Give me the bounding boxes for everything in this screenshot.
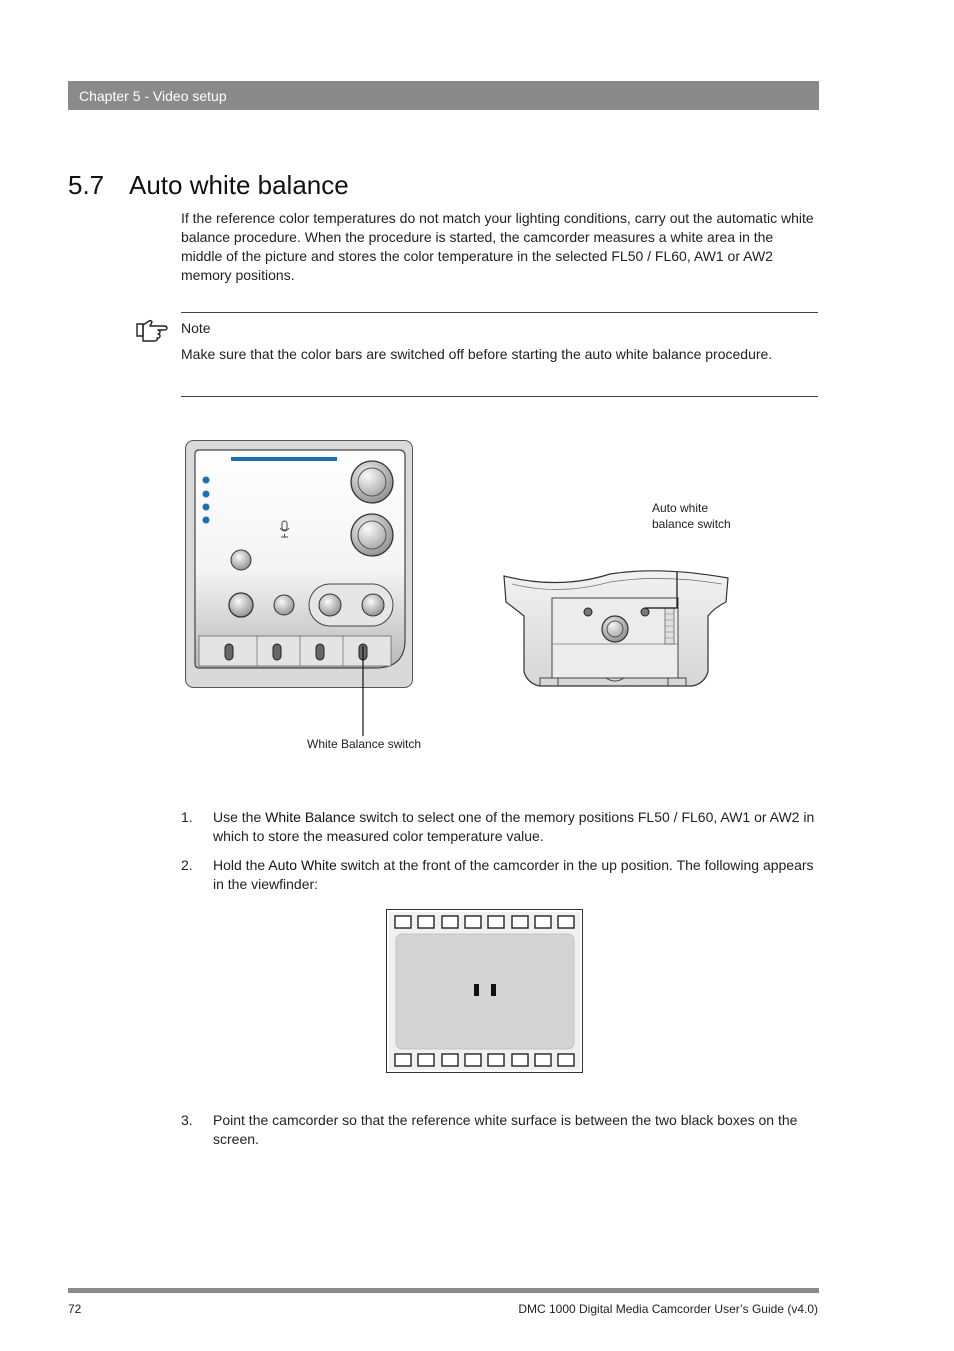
intro-paragraph: If the reference color temperatures do not match your lighting conditions, carry out the automatic white balance procedure. When the procedure is started, the camcorder measures a white area in the middle of the picture and stores the color temperature in the selected FL50 / FL60, AW1 or AW2 memory positions. (181, 210, 814, 283)
step-1-post: switch to select one of the memory positions FL50 / FL60, AW1 or AW2 in which to store the measured color temperature value. (213, 809, 815, 844)
note-text: Make sure that the color bars are switched off before starting the auto white balance procedure. (181, 346, 773, 362)
step-2-number: 2. (181, 857, 193, 873)
auto-white-callout-line1: Auto white (652, 501, 709, 515)
auto-white-callout-line2: balance switch (652, 517, 731, 531)
section-title (68, 170, 349, 201)
section-number: 5.7 (68, 170, 105, 200)
step-1-number: 1. (181, 809, 193, 825)
step-3-number: 3. (181, 1112, 193, 1128)
camcorder-front-illustration (500, 562, 732, 692)
note-bottom-rule (181, 396, 818, 397)
chapter-header (68, 81, 819, 110)
chapter-label: Chapter 5 - Video setup (79, 87, 227, 104)
viewfinder-right-box (491, 984, 496, 996)
step-2-pre: Hold the (213, 857, 269, 873)
section-title-text: Auto white balance (129, 170, 349, 200)
step-3-text (213, 1111, 818, 1149)
step-1-pre: Use the (213, 809, 266, 825)
auto-white-callout (652, 500, 731, 532)
pointing-hand-icon (136, 319, 172, 341)
step-2-term: Auto White (268, 857, 337, 873)
step-3-post: Point the camcorder so that the reference white surface is between the two black boxes on the screen. (213, 1112, 798, 1147)
step-2-post: switch at the front of the camcorder in the up position. The following appears in the viewfinder: (213, 857, 814, 892)
step-1-term: White Balance (265, 809, 356, 825)
step-2-text (213, 856, 818, 894)
viewfinder-illustration (386, 909, 584, 1075)
step-1-text (213, 808, 818, 846)
footer-rule (68, 1288, 819, 1293)
camcorder-side-panel-illustration (185, 440, 415, 690)
note-top-rule (181, 312, 818, 313)
guide-title: DMC 1000 Digital Media Camcorder User’s Guide (v4.0) (518, 1302, 818, 1316)
white-balance-callout: White Balance switch (307, 737, 422, 751)
viewfinder-left-box (474, 984, 479, 996)
page-number: 72 (68, 1302, 82, 1316)
note-title: Note (181, 320, 211, 336)
